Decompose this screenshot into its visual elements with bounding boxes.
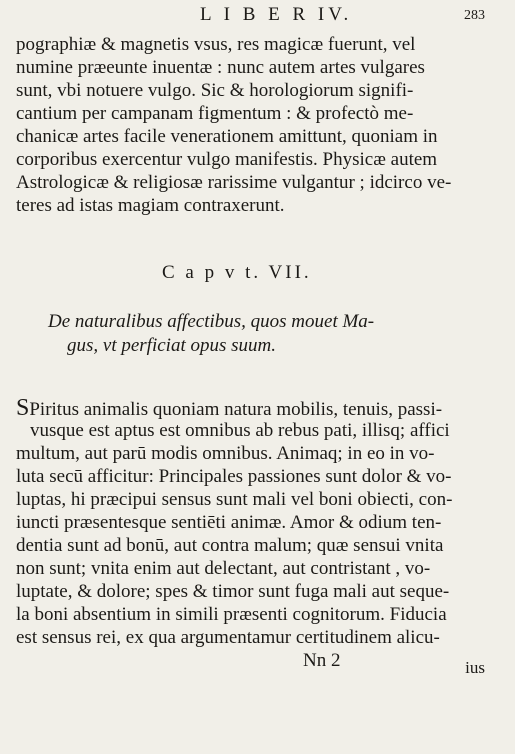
text-line: chanicæ artes facile venerationem amittunt, quoniam in	[16, 126, 438, 147]
text-line: dentia sunt ad bonū, aut contra malum; quæ sensui vnita	[16, 535, 444, 556]
chapter-heading: C a p v t. VII.	[162, 262, 312, 283]
drop-cap: S	[16, 395, 30, 421]
text-line: corporibus exercentur vulgo manifestis. Physicæ autem	[16, 149, 438, 170]
text-line: iuncti præsentesque sentiēti animæ. Amor & odium ten-	[16, 512, 442, 533]
text-line: pographiæ & magnetis vsus, res magicæ fuerunt, vel	[16, 34, 416, 55]
text-line: teres ad istas magiam contraxerunt.	[16, 195, 285, 216]
text-line: vusque est aptus est omnibus ab rebus pati, illisq; affici	[30, 420, 450, 441]
text-line: cantium per campanam figmentum : & profectò me-	[16, 103, 414, 124]
text-line: luta secū afficitur: Principales passiones sunt dolor & vo-	[16, 466, 452, 487]
signature-mark: Nn 2	[303, 650, 341, 671]
page-number: 283	[464, 8, 485, 23]
text-line: sunt, vbi notuere vulgo. Sic & horologiorum signifi-	[16, 80, 414, 101]
text-line: non sunt; vnita enim aut delectant, aut contristant , vo-	[16, 558, 431, 579]
catchword: ius	[465, 658, 485, 677]
first-line-text: Piritus animalis quoniam natura mobilis, tenuis, passi-	[29, 399, 443, 420]
subtitle-line: De naturalibus affectibus, quos mouet Ma-	[48, 311, 375, 332]
subtitle-line: gus, vt perficiat opus suum.	[67, 335, 276, 356]
text-line: Astrologicæ & religiosæ rarissime vulgantur ; idcirco ve-	[16, 172, 452, 193]
first-text-line	[16, 397, 442, 421]
text-line: est sensus rei, ex qua argumentamur certitudinem alicu-	[16, 627, 440, 648]
running-head-title: L I B E R IV.	[200, 4, 353, 25]
text-line: la boni absentium in simili præsenti cognitorum. Fiducia	[16, 604, 447, 625]
text-line: luptate, & dolore; spes & timor sunt fuga mali aut seque-	[16, 581, 450, 602]
text-line: numine præeunte inuentæ : nunc autem artes vulgares	[16, 57, 425, 78]
running-head	[0, 4, 515, 26]
text-line: multum, aut parū modis omnibus. Animaq; in eo in vo-	[16, 443, 435, 464]
text-line: luptas, hi præcipui sensus sunt mali vel boni obiecti, con-	[16, 489, 453, 510]
